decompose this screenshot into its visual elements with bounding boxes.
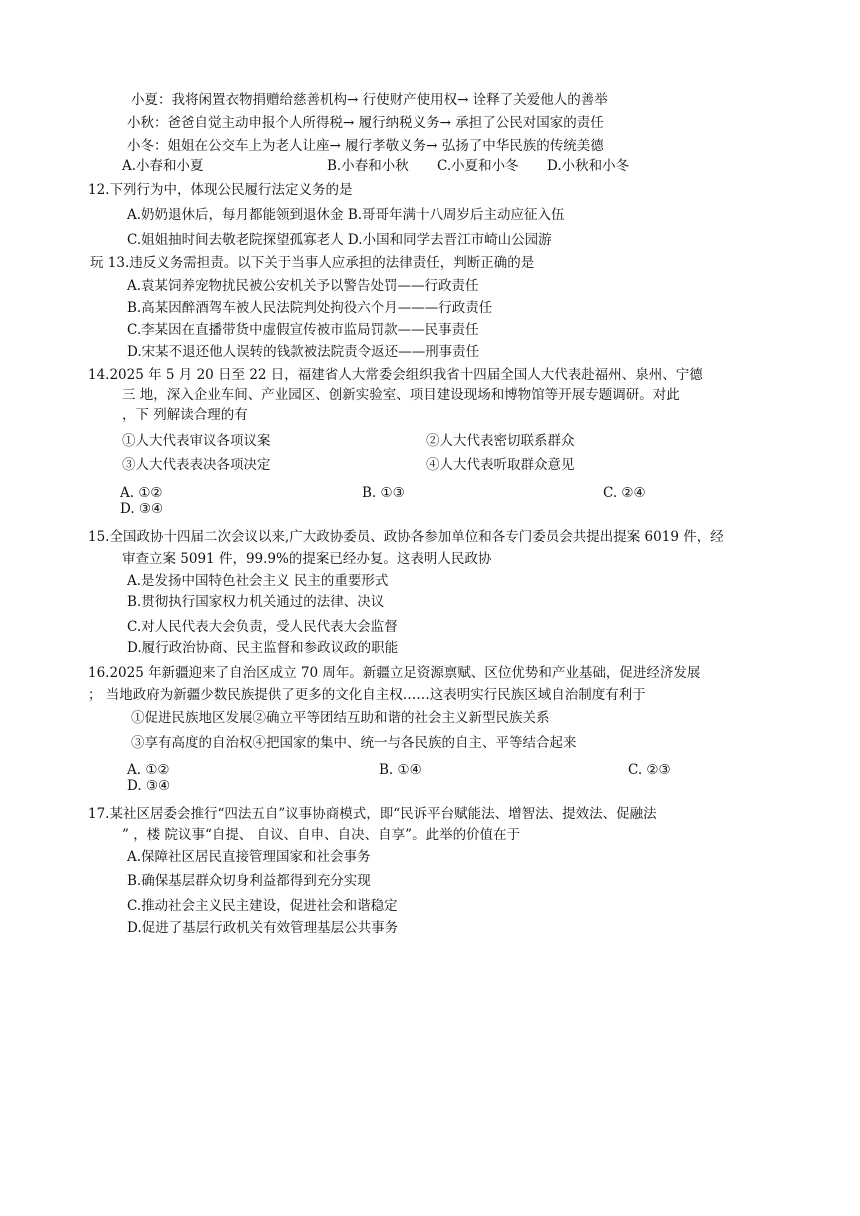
q16-option-c: C. ②③: [628, 762, 671, 778]
q11-statement-xiaodong: 小冬：姐姐在公交车上为老人让座→ 履行孝敬义务→ 弘扬了中华民族的传统美德: [127, 138, 604, 154]
q17-stem-line1: 17.某社区居委会推行“四法五自”议事协商模式，即“民诉平台赋能法、增智法、提效法、促融法: [88, 806, 657, 822]
q16-items-line1: ①促进民族地区发展②确立平等团结互助和谐的社会主义新型民族关系: [131, 710, 550, 726]
q14-item-2: ②人大代表密切联系群众: [426, 433, 575, 449]
q11-option-a: A.小春和小夏: [122, 158, 204, 174]
q16-option-b: B. ①④: [379, 762, 422, 778]
q14-item-1: ①人大代表审议各项议案: [122, 433, 271, 449]
q17-option-d: D.促进了基层行政机关有效管理基层公共事务: [127, 920, 399, 936]
q17-option-c: C.推动社会主义民主建设，促进社会和谐稳定: [127, 898, 398, 914]
q15-option-c: C.对人民代表大会负责，受人民代表大会监督: [127, 619, 398, 635]
q17-option-b: B.确保基层群众切身利益都得到充分实现: [127, 873, 371, 889]
q16-stem-line2: ； 当地政府为新疆少数民族提供了更多的文化自主权……这表明实行民族区域自治制度有利于: [88, 687, 646, 703]
q17-stem-line2: ” ，楼 院议事“自提、 自议、自申、自决、自享”。此举的价值在于: [122, 827, 521, 843]
q13-option-a: A.袁某饲养宠物扰民被公安机关予以警告处罚——行政责任: [127, 278, 479, 294]
q15-option-b: B.贯彻执行国家权力机关通过的法律、决议: [127, 594, 385, 610]
q12-options-ab: A.奶奶退休后，每月都能领到退休金 B.哥哥年满十八周岁后主动应征入伍: [127, 207, 565, 223]
q13-option-c: C.李某因在直播带货中虚假宣传被市监局罚款——民事责任: [127, 322, 479, 338]
q14-option-c: C. ②④: [603, 485, 646, 501]
q11-option-b: B.小春和小秋: [327, 158, 409, 174]
q11-option-c: C.小夏和小冬: [437, 158, 519, 174]
q15-stem-line1: 15.全国政协十四届二次会议以来,广大政协委员、政协各参加单位和各专门委员会共提出提案 6019 件，经: [88, 529, 724, 545]
q15-option-d: D.履行政治协商、民主监督和参政议政的职能: [127, 640, 399, 656]
q14-stem-line3: ，下 列解读合理的有: [122, 407, 248, 423]
q14-option-d: D. ③④: [120, 501, 164, 517]
q17-option-a: A.保障社区居民直接管理国家和社会事务: [127, 849, 371, 865]
q13-option-d: D.宋某不退还他人误转的钱款被法院责令返还——刑事责任: [127, 344, 480, 360]
q14-stem-line1: 14.2025 年 5 月 20 日至 22 日，福建省人大常委会组织我省十四届全国人大代表赴福州、泉州、宁德: [88, 367, 703, 383]
q11-statement-xiaoqiu: 小秋：爸爸自觉主动申报个人所得税→ 履行纳税义务→ 承担了公民对国家的责任: [127, 115, 604, 131]
q16-option-a: A. ①②: [127, 762, 170, 778]
q14-item-3: ③人大代表表决各项决定: [122, 457, 271, 473]
q14-item-4: ④人大代表听取群众意见: [426, 457, 575, 473]
q15-stem-line2: 审查立案 5091 件，99.9%的提案已经办复。这表明人民政协: [122, 551, 492, 567]
q13-stem: 玩 13.违反义务需担责。以下关于当事人应承担的法律责任，判断正确的是: [90, 255, 535, 271]
q15-option-a: A.是发扬中国特色社会主义 民主的重要形式: [127, 573, 389, 589]
q14-option-a: A. ①②: [120, 485, 163, 501]
q16-stem-line1: 16.2025 年新疆迎来了自治区成立 70 周年。新疆立足资源禀赋、区位优势和产业基础，促进经济发展: [88, 665, 701, 681]
q14-stem-line2: 三 地，深入企业车间、产业园区、创新实验室、项目建设现场和博物馆等开展专题调研。对此: [122, 387, 680, 403]
q13-option-b: B.高某因醉酒驾车被人民法院判处拘役六个月———行政责任: [127, 300, 493, 316]
q12-options-cd: C.姐姐抽时间去敬老院探望孤寡老人 D.小国和同学去晋江市崎山公园游: [127, 232, 552, 248]
q12-stem: 12.下列行为中，体现公民履行法定义务的是: [88, 182, 353, 198]
q11-statement-xiaxia: 小夏：我将闲置衣物捐赠给慈善机构→ 行使财产使用权→ 诠释了关爱他人的善举: [131, 92, 608, 108]
q11-option-d: D.小秋和小冬: [547, 158, 630, 174]
q16-option-d: D. ③④: [127, 778, 171, 794]
q14-option-b: B. ①③: [362, 485, 405, 501]
q16-items-line2: ③享有高度的自治权④把国家的集中、统一与各民族的自主、平等结合起来: [131, 735, 577, 751]
